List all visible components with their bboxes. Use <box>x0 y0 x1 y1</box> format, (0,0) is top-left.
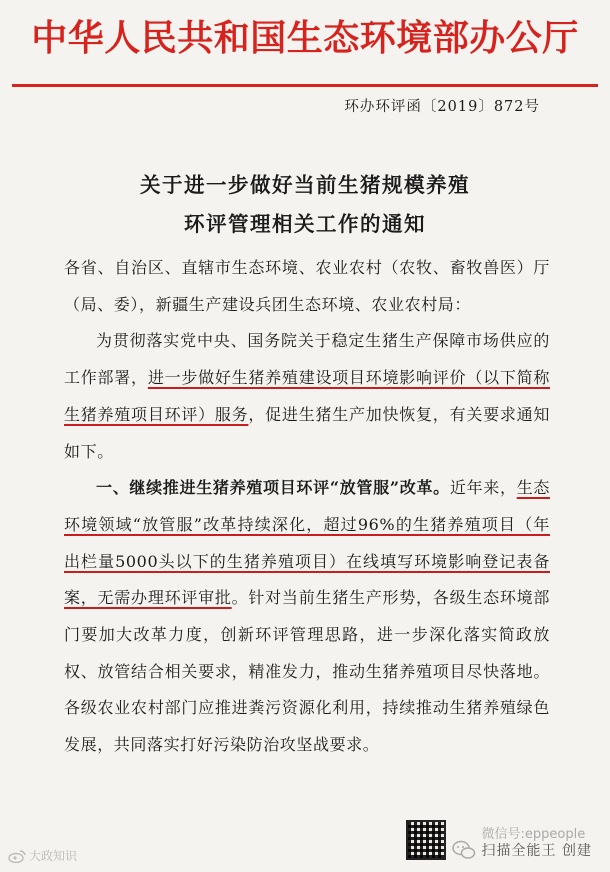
addressees: 各省、自治区、直辖市生态环境、农业农村（农牧、畜牧兽医）厅（局、委），新疆生产建设兵团生态环境、农业农村局： <box>64 258 550 314</box>
red-separator-line <box>12 84 598 87</box>
qr-code-icon <box>406 820 446 860</box>
paragraph-1-underlined: 进一步做好生猪养殖建设项目环境影响评价（以下简称生猪养殖项目环评）服务 <box>64 368 550 424</box>
watermark-right-text-block <box>482 826 592 860</box>
wechat-id: 微信号:eppeople <box>481 827 586 842</box>
paragraph-2-text-b: 。针对当前生猪生产形势，各级生态环境部门要加大改革力度，创新环评管理思路，进一步深化落实简政放权、放管结合相关要求，精准发力，推动生猪养殖项目尽快落地。各级农业农村部门应推进粪污资源化利用，持续推动生猪养殖绿色发展，共同落实打好污染防治攻坚战要求。 <box>64 588 550 755</box>
paragraph-1-text-b: ，促进生猪生产加快恢复，有关要求通知如下。 <box>64 404 550 461</box>
watermark-right <box>406 820 592 860</box>
paragraph-2 <box>64 470 550 764</box>
watermark-left-text: 大政知识 <box>29 849 78 863</box>
weibo-icon <box>8 849 26 863</box>
scanner-credit: 扫描全能王 创建 <box>481 843 592 859</box>
watermark-left <box>8 847 77 864</box>
issuing-organization: 中华人民共和国生态环境部办公厅 <box>31 18 579 59</box>
section-1-heading: 一、继续推进生猪养殖项目环评“放管服”改革。 <box>96 478 450 498</box>
wechat-icon <box>452 840 476 860</box>
title-line-1: 关于进一步做好当前生猪规模养殖 <box>140 173 470 197</box>
paragraph-2-text-a: 近年来， <box>449 478 517 498</box>
title-line-2: 环评管理相关工作的通知 <box>184 212 426 236</box>
paragraph-1 <box>64 323 550 470</box>
document-number: 环办环评函〔2019〕872号 <box>344 99 540 115</box>
document-body <box>64 250 550 764</box>
letterhead <box>0 2 610 74</box>
paragraph-1-text-a: 为贯彻落实党中央、国务院关于稳定生猪生产保障市场供应的工作部署， <box>64 331 550 388</box>
paragraph-2-underlined: 生态环境领域“放管服”改革持续深化，超过96%的生猪养殖项目（年出栏量5000头以下的生猪养殖项目）在线填写环境影响登记表备案，无需办理环评审批 <box>64 478 550 608</box>
